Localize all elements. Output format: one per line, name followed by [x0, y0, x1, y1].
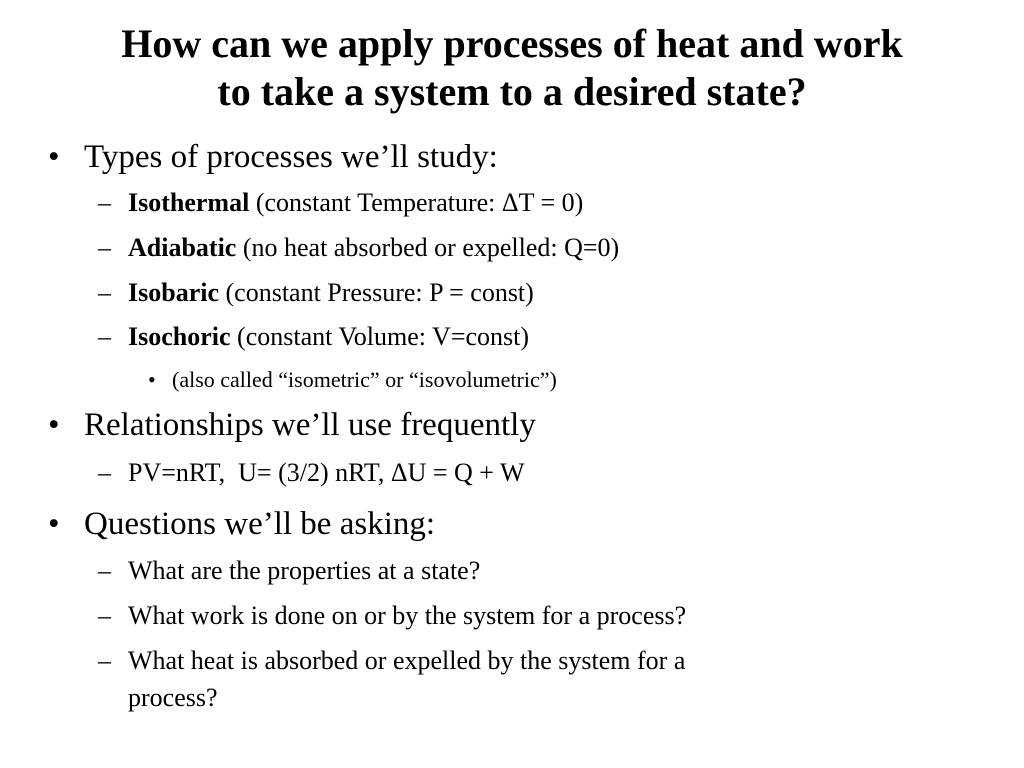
question-1: What are the properties at a state? — [128, 556, 481, 585]
desc-isochoric: (constant Volume: V=const) — [230, 322, 530, 351]
slide-title-line-1: How can we apply processes of heat and work — [121, 21, 903, 66]
equations-text: PV=nRT, U= (3/2) nRT, ΔU = Q + W — [128, 458, 525, 487]
dash-marker: – — [98, 646, 111, 675]
term-isobaric: Isobaric — [128, 278, 219, 307]
slide-title — [40, 20, 984, 116]
term-isothermal: Isothermal — [128, 188, 250, 217]
desc-isobaric: (constant Pressure: P = const) — [219, 278, 534, 307]
questions-heading: Questions we’ll be asking: — [84, 506, 436, 542]
slide-title-line-2: to take a system to a desired state? — [217, 69, 807, 114]
dash-marker: – — [98, 458, 111, 487]
dash-marker: – — [98, 601, 111, 630]
dash-marker: – — [98, 322, 111, 351]
dash-marker: – — [98, 278, 111, 307]
dash-marker: – — [98, 233, 111, 262]
desc-adiabatic: (no heat absorbed or expelled: Q=0) — [236, 233, 620, 262]
desc-isothermal: (constant Temperature: ΔT = 0) — [249, 188, 584, 217]
bullet-marker: • — [48, 407, 60, 443]
bullet-marker: • — [48, 139, 60, 175]
question-2: What work is done on or by the system for a process? — [128, 601, 687, 630]
term-isochoric: Isochoric — [128, 322, 231, 351]
bullet-marker: • — [148, 367, 156, 392]
question-3-line-2: process? — [128, 683, 218, 712]
bullet-marker: • — [48, 506, 60, 542]
question-3-line-1: What heat is absorbed or expelled by the system for a — [128, 646, 686, 675]
types-heading: Types of processes we’ll study: — [84, 139, 498, 175]
dash-marker: – — [98, 188, 111, 217]
relationships-heading: Relationships we’ll use frequently — [84, 407, 536, 443]
isochoric-note: (also called “isometric” or “isovolumetric”) — [172, 367, 557, 392]
dash-marker: – — [98, 556, 111, 585]
term-adiabatic: Adiabatic — [128, 233, 237, 262]
